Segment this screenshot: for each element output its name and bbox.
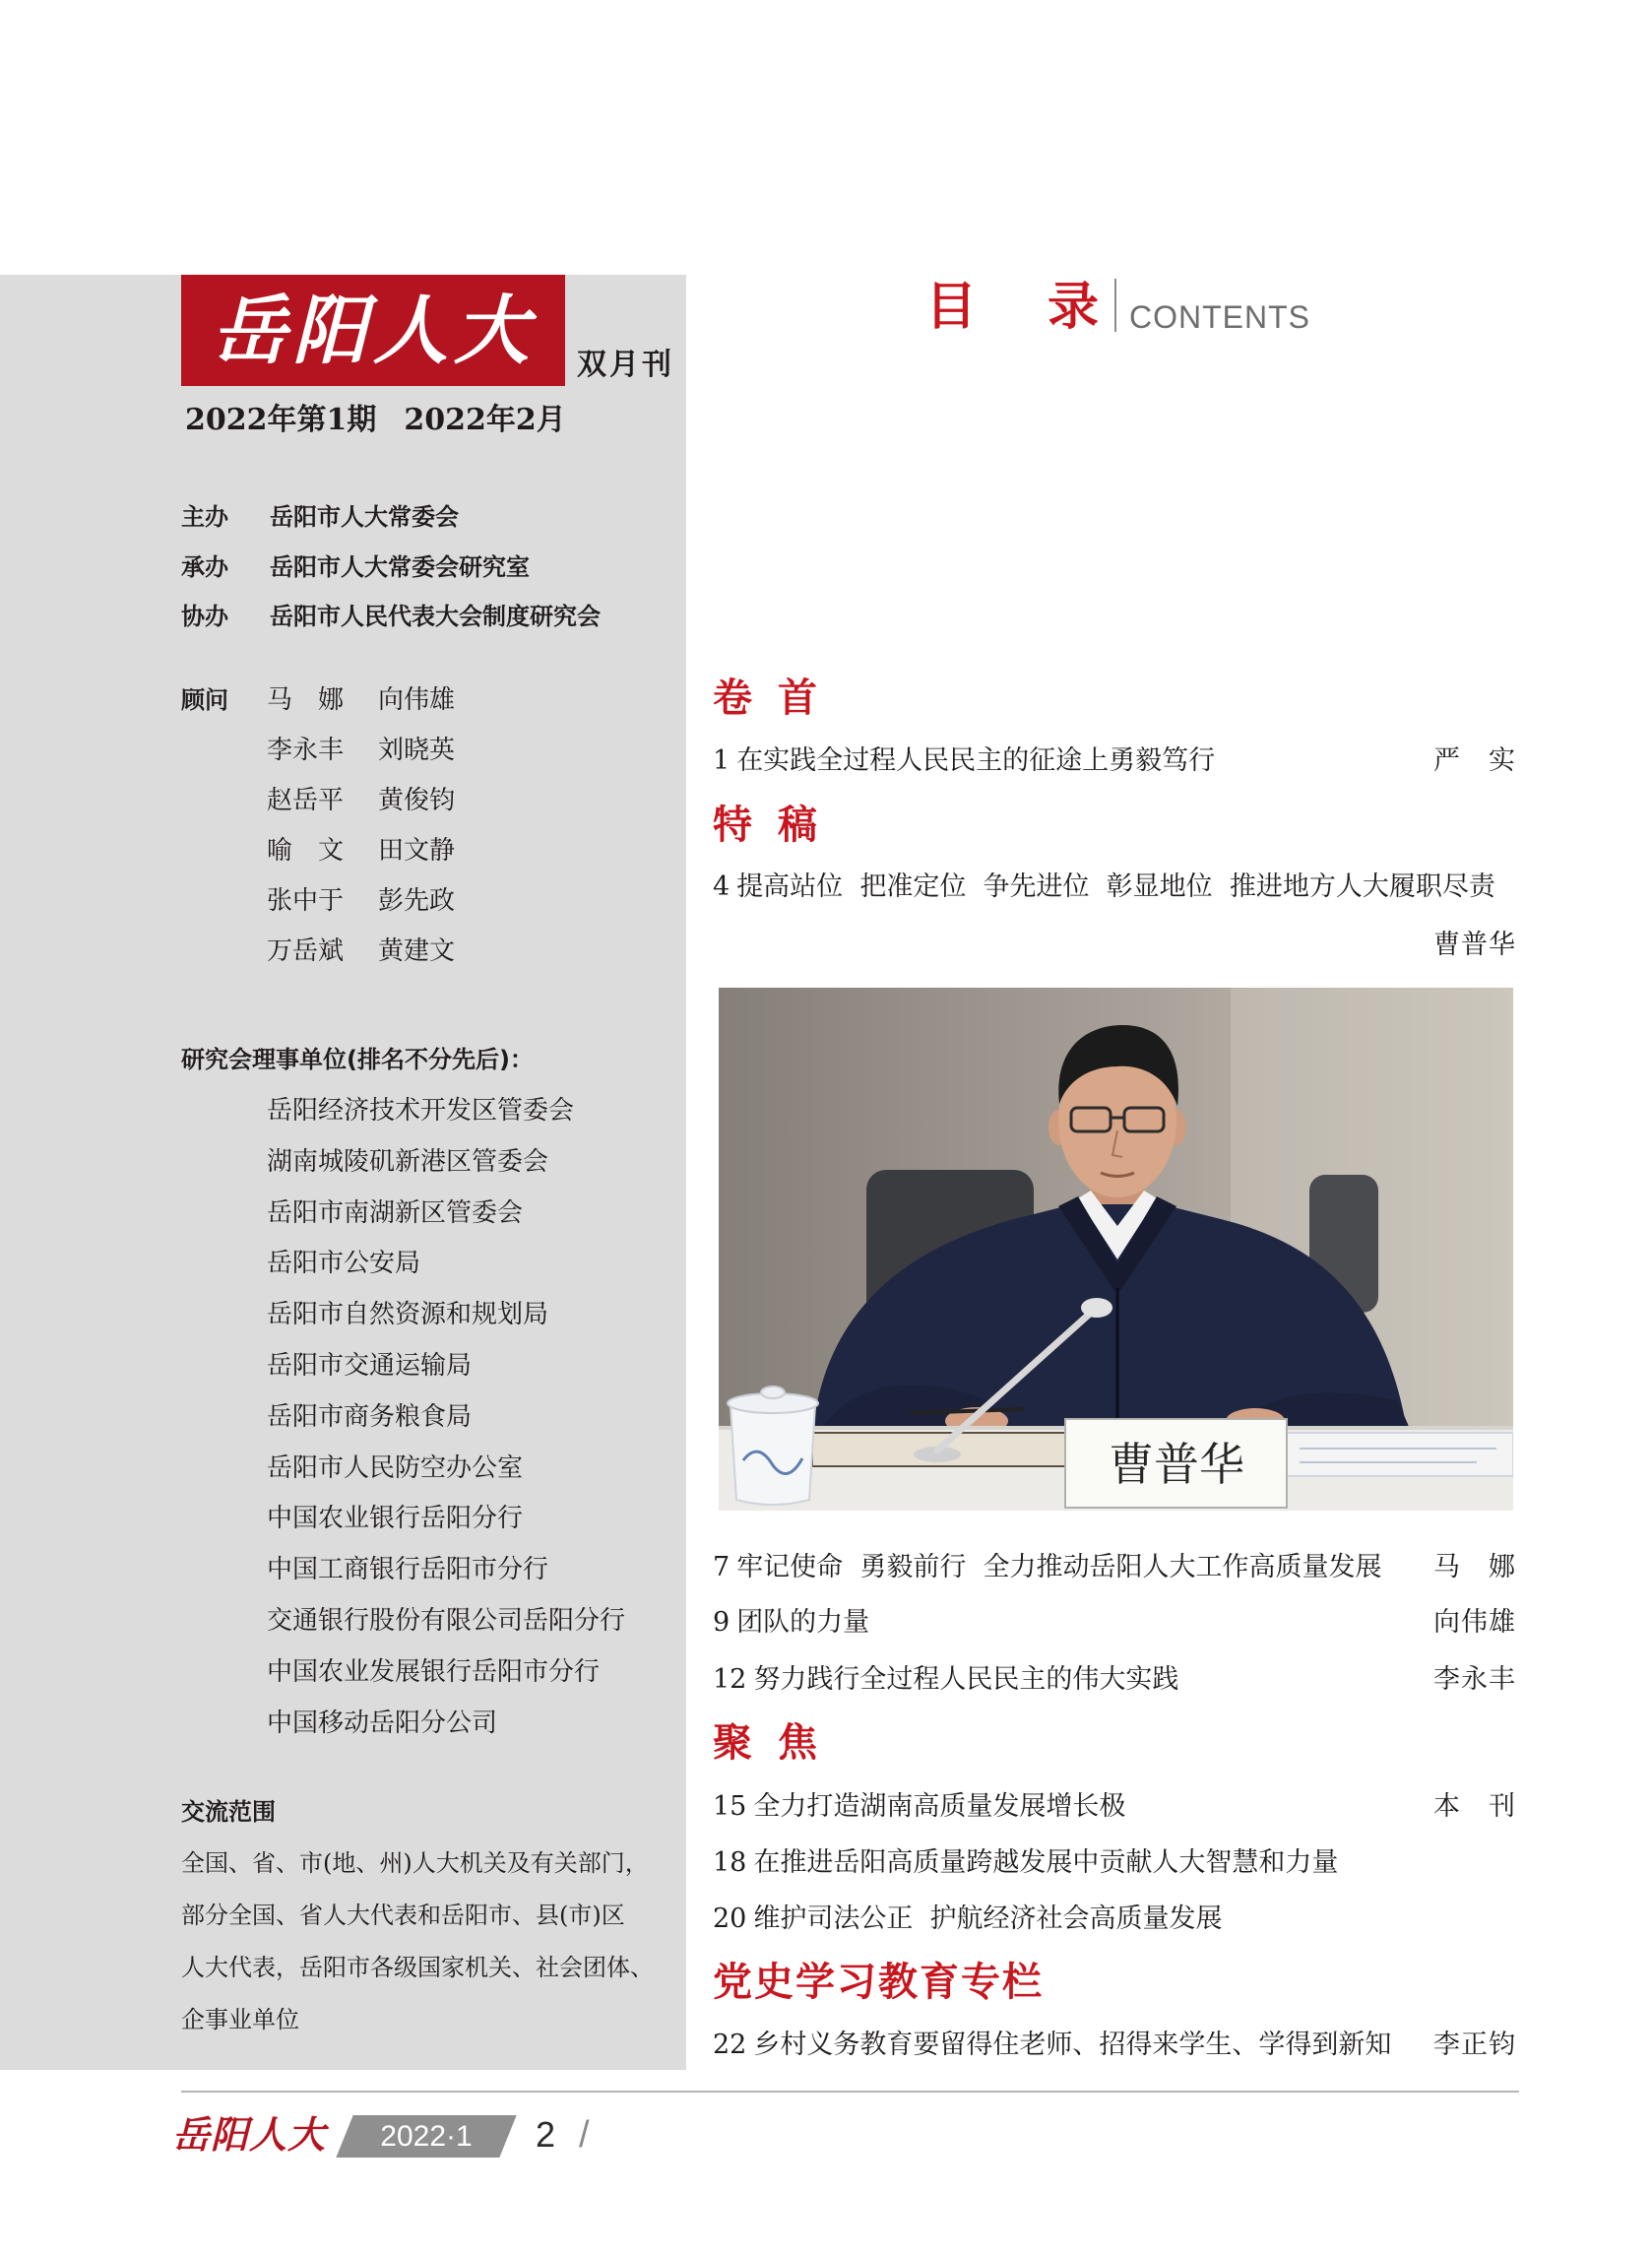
- featured-photo: [719, 988, 1513, 1511]
- entry-title: 牢记使命 勇毅前行 全力推动岳阳人大工作高质量发展: [736, 1552, 1382, 1582]
- advisor-name: 田文静: [378, 836, 456, 866]
- documents: [1285, 1433, 1513, 1476]
- scope-line: 全国、省、市(地、州)人大机关及有关部门，: [181, 1849, 649, 1877]
- title-divider: [1114, 279, 1116, 332]
- advisor-row: [267, 776, 661, 826]
- sponsor-list: [181, 492, 673, 642]
- advisor-name: 赵岳平: [267, 786, 345, 815]
- sponsor-org: 岳阳市人民代表大会制度研究会: [270, 603, 601, 630]
- entry-title: 团队的力量: [736, 1607, 870, 1638]
- section-heading: 卷 首: [713, 675, 810, 721]
- footer-logo: 岳阳人大: [172, 2112, 327, 2157]
- scope-line: 部分全国、省人大代表和岳阳市、县(市)区: [181, 1902, 625, 1929]
- toc-entry: [713, 1604, 1516, 1642]
- logo-text: 岳阳人大: [212, 286, 535, 374]
- council-unit: 湖南城陵矶新港区管委会: [267, 1146, 549, 1177]
- toc-entry: [713, 742, 1516, 780]
- section-heading: 特 稿: [713, 802, 810, 848]
- council-unit-list: [267, 1086, 680, 1749]
- toc-entry: [713, 869, 1516, 906]
- sponsor-role: 承办: [181, 552, 228, 581]
- advisor-name: 马 娜: [267, 685, 345, 715]
- advisor-name: 万岳斌: [267, 936, 345, 966]
- magazine-logo: [181, 275, 565, 386]
- advisor-row: [267, 726, 661, 776]
- advisor-name: 彭先政: [378, 886, 456, 916]
- council-unit: 岳阳市南湖新区管委会: [267, 1197, 524, 1228]
- advisor-row: [267, 676, 661, 726]
- issue-number: 2022年第1期: [185, 403, 377, 437]
- advisor-name: 张中于: [267, 886, 345, 916]
- entry-page-number: 4: [713, 871, 731, 902]
- nameplate-text: 曹普华: [1109, 1438, 1244, 1491]
- sponsor-row: [181, 543, 673, 593]
- toc-entry: [713, 1661, 1516, 1699]
- entry-author: 马 娜: [1433, 1552, 1516, 1582]
- toc-title: 目 录: [925, 277, 1110, 337]
- council-heading: 研究会理事单位(排名不分先后)：: [181, 1046, 534, 1073]
- toc-entry: [713, 2027, 1516, 2064]
- council-unit: 岳阳经济技术开发区管委会: [267, 1096, 575, 1126]
- entry-author: 本 刊: [1433, 1791, 1516, 1822]
- council-unit: 中国移动岳阳分公司: [267, 1708, 498, 1738]
- issue-line: [185, 400, 566, 441]
- entry-author: 曹普华: [1433, 930, 1516, 960]
- issue-date: 2022年2月: [404, 403, 566, 437]
- advisor-row: [267, 876, 661, 927]
- entry-page-number: 9: [713, 1607, 731, 1638]
- council-unit: 中国工商银行岳阳市分行: [267, 1555, 549, 1585]
- sponsor-role: 协办: [181, 603, 228, 630]
- entry-page-number: 1: [713, 745, 731, 776]
- entry-page-number: 20: [713, 1903, 747, 1934]
- entry-title: 在推进岳阳高质量跨越发展中贡献人大智慧和力量: [753, 1847, 1339, 1878]
- advisors-list: [267, 676, 661, 977]
- tea-cup-knob: [761, 1386, 785, 1398]
- publication-frequency: 双月刊: [577, 348, 674, 382]
- footer-issue-badge: [336, 2115, 516, 2158]
- sponsor-row: [181, 492, 673, 543]
- entry-title: 在实践全过程人民民主的征途上勇毅笃行: [736, 745, 1216, 776]
- toc-entry: [713, 1901, 1516, 1938]
- council-unit: 中国农业发展银行岳阳市分行: [267, 1656, 601, 1687]
- entry-page-number: 12: [713, 1664, 747, 1695]
- entry-title: 全力打造湖南高质量发展增长极: [753, 1791, 1126, 1822]
- entry-author: 严 实: [1433, 745, 1516, 776]
- sponsor-row: [181, 592, 673, 642]
- entry-title: 努力践行全过程人民民主的伟大实践: [753, 1664, 1179, 1695]
- advisor-name: 李永丰: [267, 736, 345, 765]
- speaker-photo: [719, 988, 1513, 1511]
- section-heading: 党史学习教育专栏: [713, 1959, 1044, 2005]
- tea-cup: [731, 1406, 815, 1505]
- page-slash: /: [579, 2114, 590, 2156]
- council-unit: 岳阳市自然资源和规划局: [267, 1300, 549, 1330]
- footer-issue-text: 2022·1: [380, 2120, 473, 2153]
- section-heading: 聚 焦: [713, 1719, 810, 1766]
- council-unit: 中国农业银行岳阳分行: [267, 1504, 524, 1534]
- footer-rule: [181, 2091, 1519, 2093]
- entry-page-number: 18: [713, 1847, 747, 1878]
- council-unit: 岳阳市商务粮食局: [267, 1401, 473, 1432]
- entry-title: 提高站位 把准定位 争先进位 彰显地位 推进地方人大履职尽责: [736, 871, 1495, 902]
- scope-paragraph: [181, 1838, 678, 2046]
- entry-author: 向伟雄: [1433, 1607, 1516, 1638]
- entry-title: 乡村义务教育要留得住老师、招得来学生、学得到新知: [753, 2030, 1392, 2060]
- sponsor-org: 岳阳市人大常委会研究室: [270, 552, 530, 581]
- scope-line: 人大代表，岳阳市各级国家机关、社会团体、: [181, 1954, 654, 1981]
- council-unit: 岳阳市公安局: [267, 1249, 421, 1279]
- council-unit: 岳阳市交通运输局: [267, 1350, 473, 1381]
- advisor-name: 黄俊钧: [378, 786, 456, 815]
- scope-line: 企事业单位: [181, 2006, 299, 2033]
- advisors-label: 顾问: [181, 686, 228, 714]
- toc-title-english: CONTENTS: [1129, 299, 1310, 335]
- advisor-name: 黄建文: [378, 936, 456, 966]
- sponsor-org: 岳阳市人大常委会: [270, 503, 459, 531]
- entry-author: 李正钧: [1433, 2030, 1516, 2060]
- advisor-name: 刘晓英: [378, 736, 456, 765]
- advisor-name: 向伟雄: [378, 685, 456, 715]
- page-number: 2: [536, 2114, 556, 2155]
- advisor-row: [267, 927, 661, 977]
- microphone-head: [1081, 1298, 1112, 1318]
- entry-title: 维护司法公正 护航经济社会高质量发展: [753, 1903, 1223, 1934]
- entry-page-number: 7: [713, 1552, 731, 1582]
- toc-entry: [713, 1549, 1516, 1586]
- toc-entry: [713, 1788, 1516, 1826]
- scope-heading: 交流范围: [181, 1798, 276, 1826]
- entry-author: 李永丰: [1433, 1664, 1516, 1695]
- toc-entry: [713, 1844, 1516, 1882]
- council-unit: 岳阳市人民防空办公室: [267, 1452, 524, 1483]
- sponsor-role: 主办: [181, 503, 228, 531]
- entry-page-number: 15: [713, 1791, 747, 1822]
- council-unit: 交通银行股份有限公司岳阳分行: [267, 1605, 626, 1636]
- entry-page-number: 22: [713, 2030, 747, 2060]
- advisor-name: 喻 文: [267, 836, 345, 866]
- advisor-row: [267, 826, 661, 876]
